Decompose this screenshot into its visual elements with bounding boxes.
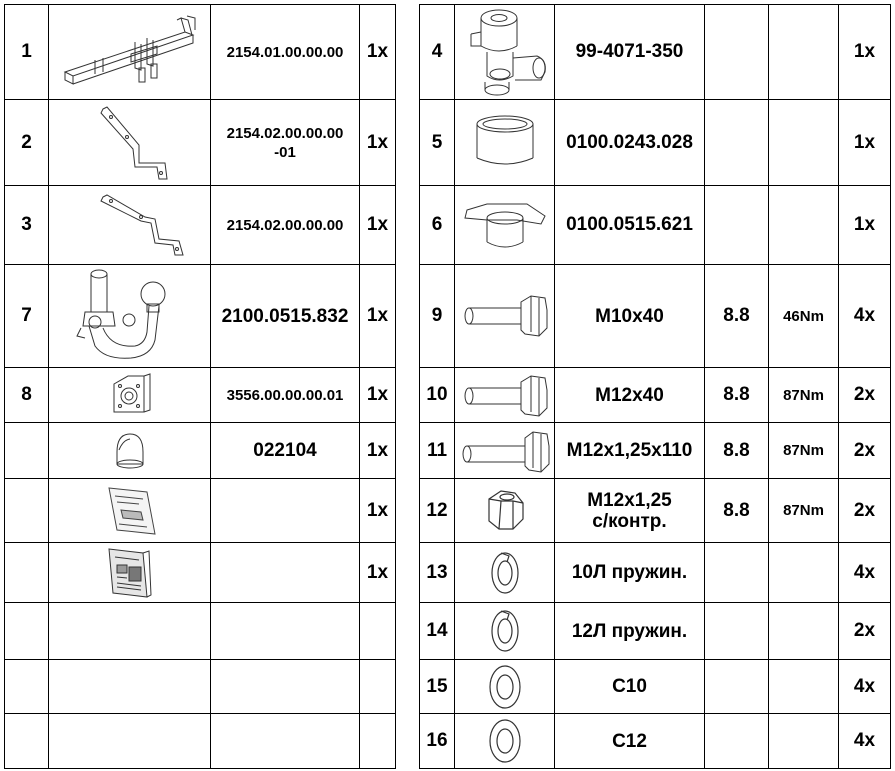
flat-washer-icon: [455, 660, 555, 714]
part-number: 12: [420, 479, 455, 543]
part-name: M10x40: [555, 265, 705, 368]
part-number: 9: [420, 265, 455, 368]
bolt-icon: [455, 368, 555, 423]
part-code: 2154.02.00.00.00 -01: [211, 100, 360, 186]
part-quantity: 4x: [839, 265, 891, 368]
part-name: C12: [555, 714, 705, 769]
part-code: 022104: [211, 423, 360, 479]
part-name: C10: [555, 660, 705, 714]
part-number: 2: [5, 100, 49, 186]
tightening-torque: 87Nm: [769, 368, 839, 423]
part-number: [5, 714, 49, 769]
empty-cell: [49, 660, 211, 714]
bolt-icon: [455, 265, 555, 368]
strength-grade: [705, 714, 769, 769]
part-quantity: 1x: [360, 100, 396, 186]
part-code: [211, 603, 360, 660]
part-quantity: 1x: [360, 368, 396, 423]
tightening-torque: [769, 186, 839, 265]
bolt-long-icon: [455, 423, 555, 479]
strength-grade: [705, 603, 769, 660]
part-code: [211, 479, 360, 543]
strength-grade: [705, 543, 769, 603]
part-code: 2100.0515.832: [211, 265, 360, 368]
tow-bar-crossbeam-icon: [49, 5, 211, 100]
part-quantity: 4x: [839, 543, 891, 603]
part-quantity: 1x: [360, 543, 396, 603]
part-quantity: 1x: [839, 100, 891, 186]
tightening-torque: 87Nm: [769, 479, 839, 543]
plate-sleeve-icon: [455, 186, 555, 265]
strength-grade: 8.8: [705, 265, 769, 368]
part-name: 99-4071-350: [555, 5, 705, 100]
part-code: 3556.00.00.00.01: [211, 368, 360, 423]
tightening-torque: [769, 714, 839, 769]
part-name: 12Л пружин.: [555, 603, 705, 660]
part-number: 6: [420, 186, 455, 265]
valve-block-icon: [455, 5, 555, 100]
part-name: M12x40: [555, 368, 705, 423]
strength-grade: [705, 5, 769, 100]
part-quantity: 1x: [360, 479, 396, 543]
empty-cell: [49, 603, 211, 660]
part-number: 14: [420, 603, 455, 660]
tightening-torque: [769, 603, 839, 660]
part-code: [211, 714, 360, 769]
part-number: [5, 543, 49, 603]
left-parts-table: [4, 4, 396, 769]
part-number: 1: [5, 5, 49, 100]
socket-plate-icon: [49, 368, 211, 423]
part-quantity: 1x: [839, 5, 891, 100]
part-name: 10Л пружин.: [555, 543, 705, 603]
tow-ball-icon: [49, 265, 211, 368]
part-number: 5: [420, 100, 455, 186]
part-quantity: 1x: [360, 423, 396, 479]
spring-washer-icon: [455, 543, 555, 603]
part-number: [5, 603, 49, 660]
part-code: [211, 543, 360, 603]
instruction-sheet-icon: [49, 479, 211, 543]
part-name: M12x1,25 с/контр.: [555, 479, 705, 543]
part-number: 4: [420, 5, 455, 100]
sleeve-icon: [455, 100, 555, 186]
tightening-torque: [769, 543, 839, 603]
tightening-torque: [769, 100, 839, 186]
part-quantity: 4x: [839, 660, 891, 714]
part-number: [5, 479, 49, 543]
part-name: 0100.0515.621: [555, 186, 705, 265]
part-quantity: 2x: [839, 479, 891, 543]
part-number: 11: [420, 423, 455, 479]
bracket-icon: [49, 186, 211, 265]
part-quantity: 2x: [839, 423, 891, 479]
part-quantity: [360, 714, 396, 769]
part-name: M12x1,25x110: [555, 423, 705, 479]
part-name: 0100.0243.028: [555, 100, 705, 186]
empty-cell: [49, 714, 211, 769]
part-quantity: 1x: [360, 265, 396, 368]
ball-cap-icon: [49, 423, 211, 479]
right-parts-table: [419, 4, 891, 769]
tightening-torque: 46Nm: [769, 265, 839, 368]
flat-washer-icon: [455, 714, 555, 769]
part-quantity: 2x: [839, 603, 891, 660]
part-code: 2154.02.00.00.00: [211, 186, 360, 265]
part-quantity: [360, 603, 396, 660]
part-quantity: 4x: [839, 714, 891, 769]
part-number: [5, 423, 49, 479]
part-quantity: 1x: [360, 186, 396, 265]
tightening-torque: [769, 660, 839, 714]
spring-washer-icon: [455, 603, 555, 660]
hex-nut-icon: [455, 479, 555, 543]
tightening-torque: 87Nm: [769, 423, 839, 479]
part-number: 16: [420, 714, 455, 769]
bracket-icon: [49, 100, 211, 186]
strength-grade: [705, 660, 769, 714]
part-number: [5, 660, 49, 714]
strength-grade: [705, 100, 769, 186]
part-code: 2154.01.00.00.00: [211, 5, 360, 100]
part-code: [211, 660, 360, 714]
part-number: 7: [5, 265, 49, 368]
part-quantity: 2x: [839, 368, 891, 423]
part-quantity: 1x: [839, 186, 891, 265]
part-number: 13: [420, 543, 455, 603]
manual-booklet-icon: [49, 543, 211, 603]
strength-grade: 8.8: [705, 479, 769, 543]
part-quantity: [360, 660, 396, 714]
strength-grade: 8.8: [705, 423, 769, 479]
tightening-torque: [769, 5, 839, 100]
strength-grade: [705, 186, 769, 265]
part-number: 15: [420, 660, 455, 714]
part-number: 8: [5, 368, 49, 423]
strength-grade: 8.8: [705, 368, 769, 423]
part-quantity: 1x: [360, 5, 396, 100]
part-number: 10: [420, 368, 455, 423]
part-number: 3: [5, 186, 49, 265]
